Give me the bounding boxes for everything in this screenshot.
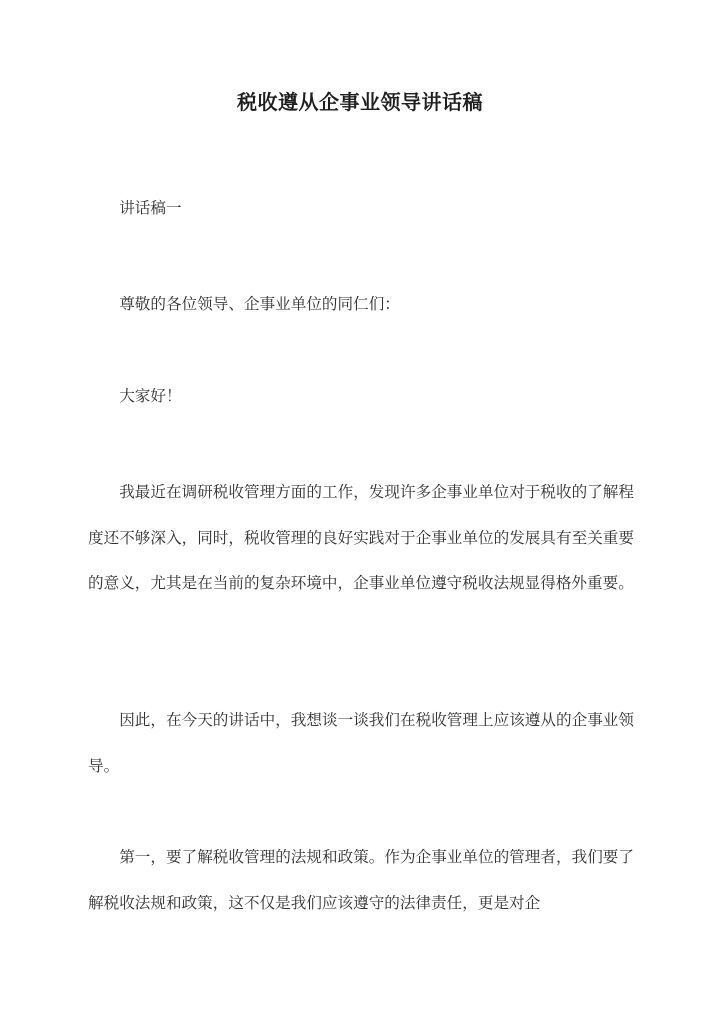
- section-heading: 讲话稿一: [119, 199, 182, 217]
- document-title: 税收遵从企事业领导讲话稿: [237, 90, 483, 114]
- salutation-paragraph: 尊敬的各位领导、企事业单位的同仁们：: [119, 295, 400, 313]
- body-paragraph: 第一，要了解税收管理的法规和政策。作为企事业单位的管理者，我们要了解税收法规和政策，这不仅是我们应该遵守的法律责任，更是对企: [88, 848, 634, 912]
- body-paragraph: 因此，在今天的讲话中，我想谈一谈我们在税收管理上应该遵从的企事业领导。: [88, 711, 634, 775]
- body-paragraph: 我最近在调研税收管理方面的工作，发现许多企事业单位对于税收的了解程度还不够深入，同时，税收管理的良好实践对于企事业单位的发展具有至关重要的意义，尤其是在当前的复杂环境中，企事业单位遵守税收法规显得格外重要。: [88, 483, 634, 592]
- greeting-paragraph: 大家好！: [119, 387, 182, 405]
